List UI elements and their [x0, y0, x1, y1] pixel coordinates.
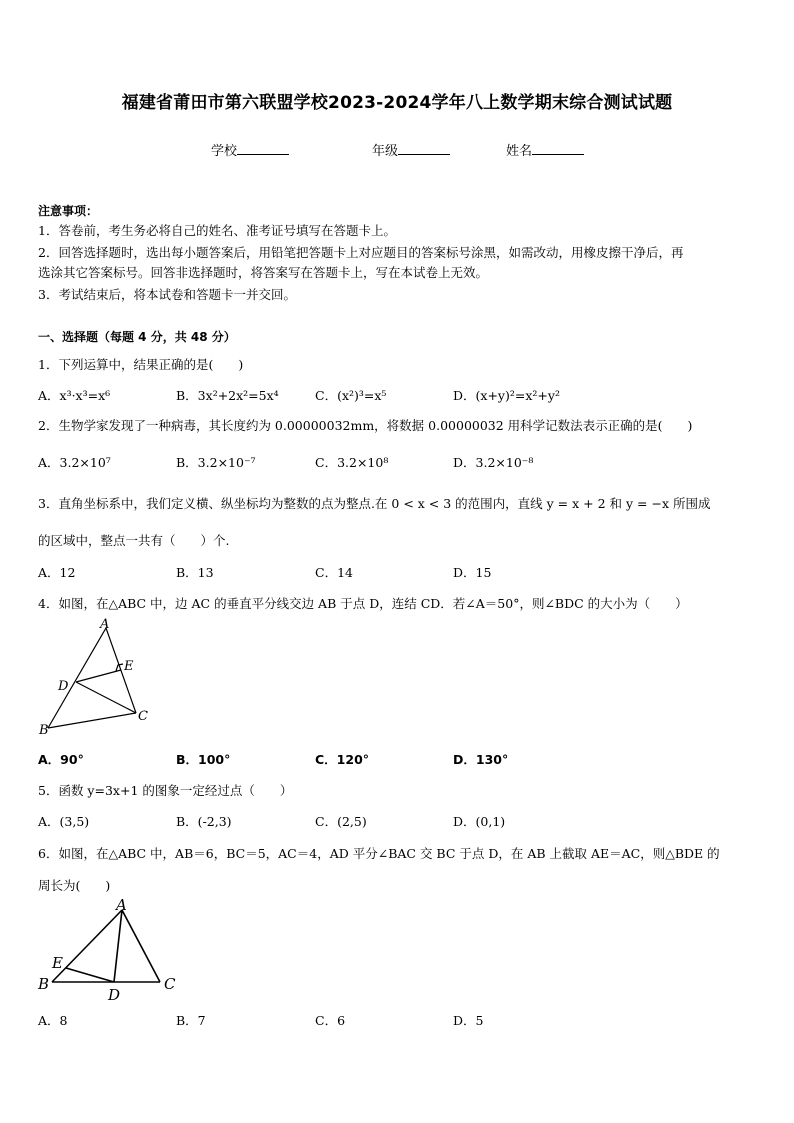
q2-option-c: C．3.2×10⁸ [315, 455, 389, 470]
question-6-stem: 6．如图，在△ABC 中，AB＝6，BC＝5，AC＝4，AD 平分∠BAC 交 BC 于点 D，在 AB 上截取 AE＝AC，则△BDE 的 [38, 846, 720, 861]
q3-option-d: D．15 [453, 565, 492, 580]
q5-option-c: C．(2,5) [315, 814, 367, 829]
notice-item: 1．答卷前，考生务必将自己的姓名、准考证号填写在答题卡上。 [38, 223, 396, 238]
q1-option-d: D．(x+y)²=x²+y² [453, 388, 560, 403]
figure-q6-triangle [36, 894, 186, 1006]
name-field [506, 140, 584, 159]
q5-option-a: A．(3,5) [38, 814, 90, 829]
fig6-label-c: C [164, 975, 176, 993]
question-2-stem: 2．生物学家发现了一种病毒，其长度约为 0.00000032mm，将数据 0.00000032 用科学记数法表示正确的是( ) [38, 418, 693, 433]
q5-option-b: B．(-2,3) [176, 814, 232, 829]
school-field [211, 140, 289, 159]
q4-option-a: A．90° [38, 752, 84, 767]
notice-heading: 注意事项： [38, 204, 99, 218]
fig6-label-a: A [116, 896, 127, 914]
q1-option-b: B．3x²+2x²=5x⁴ [176, 388, 279, 403]
fig6-label-d: D [108, 986, 121, 1004]
notice-item: 2．回答选择题时，选出每小题答案后，用铅笔把答题卡上对应题目的答案标号涂黑，如需改动，用橡皮擦干净后，再 [38, 245, 684, 260]
question-6-stem-continued: 周长为( ) [38, 878, 111, 893]
question-5-stem: 5．函数 y=3x+1 的图象一定经过点（ ） [38, 783, 293, 798]
q2-option-d: D．3.2×10⁻⁸ [453, 455, 534, 470]
page-title: 福建省莆田市第六联盟学校2023-2024学年八上数学期末综合测试试题 [121, 93, 673, 113]
grade-field [372, 140, 450, 159]
q4-option-c: C．120° [315, 752, 370, 767]
question-3-stem: 3．直角坐标系中，我们定义横、纵坐标均为整数的点为整点.在 0 < x < 3 的范围内，直线 y = x + 2 和 y = −x 所围成 [38, 496, 711, 511]
fig6-label-e: E [52, 954, 63, 972]
q3-option-c: C．14 [315, 565, 353, 580]
q4-option-d: D．130° [453, 752, 509, 767]
name-blank [532, 142, 584, 155]
fig4-label-c: C [138, 709, 148, 724]
q2-option-b: B．3.2×10⁻⁷ [176, 455, 256, 470]
q6-option-a: A．8 [38, 1013, 68, 1028]
q1-option-c: C．(x²)³=x⁵ [315, 388, 387, 403]
question-1-stem: 1．下列运算中，结果正确的是( ) [38, 357, 244, 372]
fig4-label-d: D [58, 679, 69, 694]
q2-option-a: A．3.2×10⁷ [38, 455, 111, 470]
q1-option-a: A．x³·x³=x⁶ [38, 388, 111, 403]
fig6-label-b: B [38, 975, 50, 993]
q4-option-b: B．100° [176, 752, 231, 767]
notice-item: 3．考试结束后，将本试卷和答题卡一并交回。 [38, 287, 296, 302]
question-4-stem: 4．如图，在△ABC 中，边 AC 的垂直平分线交边 AB 于点 D，连结 CD．若∠A＝50°，则∠BDC 的大小为（ ） [38, 596, 688, 611]
q5-option-d: D．(0,1) [453, 814, 506, 829]
figure-q4-triangle [36, 616, 156, 738]
fig4-label-b: B [39, 723, 49, 738]
section-heading: 一、选择题（每题 4 分，共 48 分） [38, 330, 236, 344]
q3-option-a: A．12 [38, 565, 76, 580]
school-blank [237, 142, 289, 155]
q6-option-b: B．7 [176, 1013, 206, 1028]
question-3-stem-continued: 的区域中，整点一共有（ ）个. [38, 533, 230, 548]
fig4-label-e: E [124, 659, 134, 674]
name-label: 姓名 [506, 144, 533, 159]
q3-option-b: B．13 [176, 565, 214, 580]
grade-blank [398, 142, 450, 155]
school-label: 学校 [211, 144, 238, 159]
notice-item: 选涂其它答案标号。回答非选择题时，将答案写在答题卡上，写在本试卷上无效。 [38, 265, 489, 280]
q6-option-c: C．6 [315, 1013, 346, 1028]
fig4-label-a: A [100, 617, 110, 632]
q6-option-d: D．5 [453, 1013, 484, 1028]
grade-label: 年级 [372, 144, 399, 159]
